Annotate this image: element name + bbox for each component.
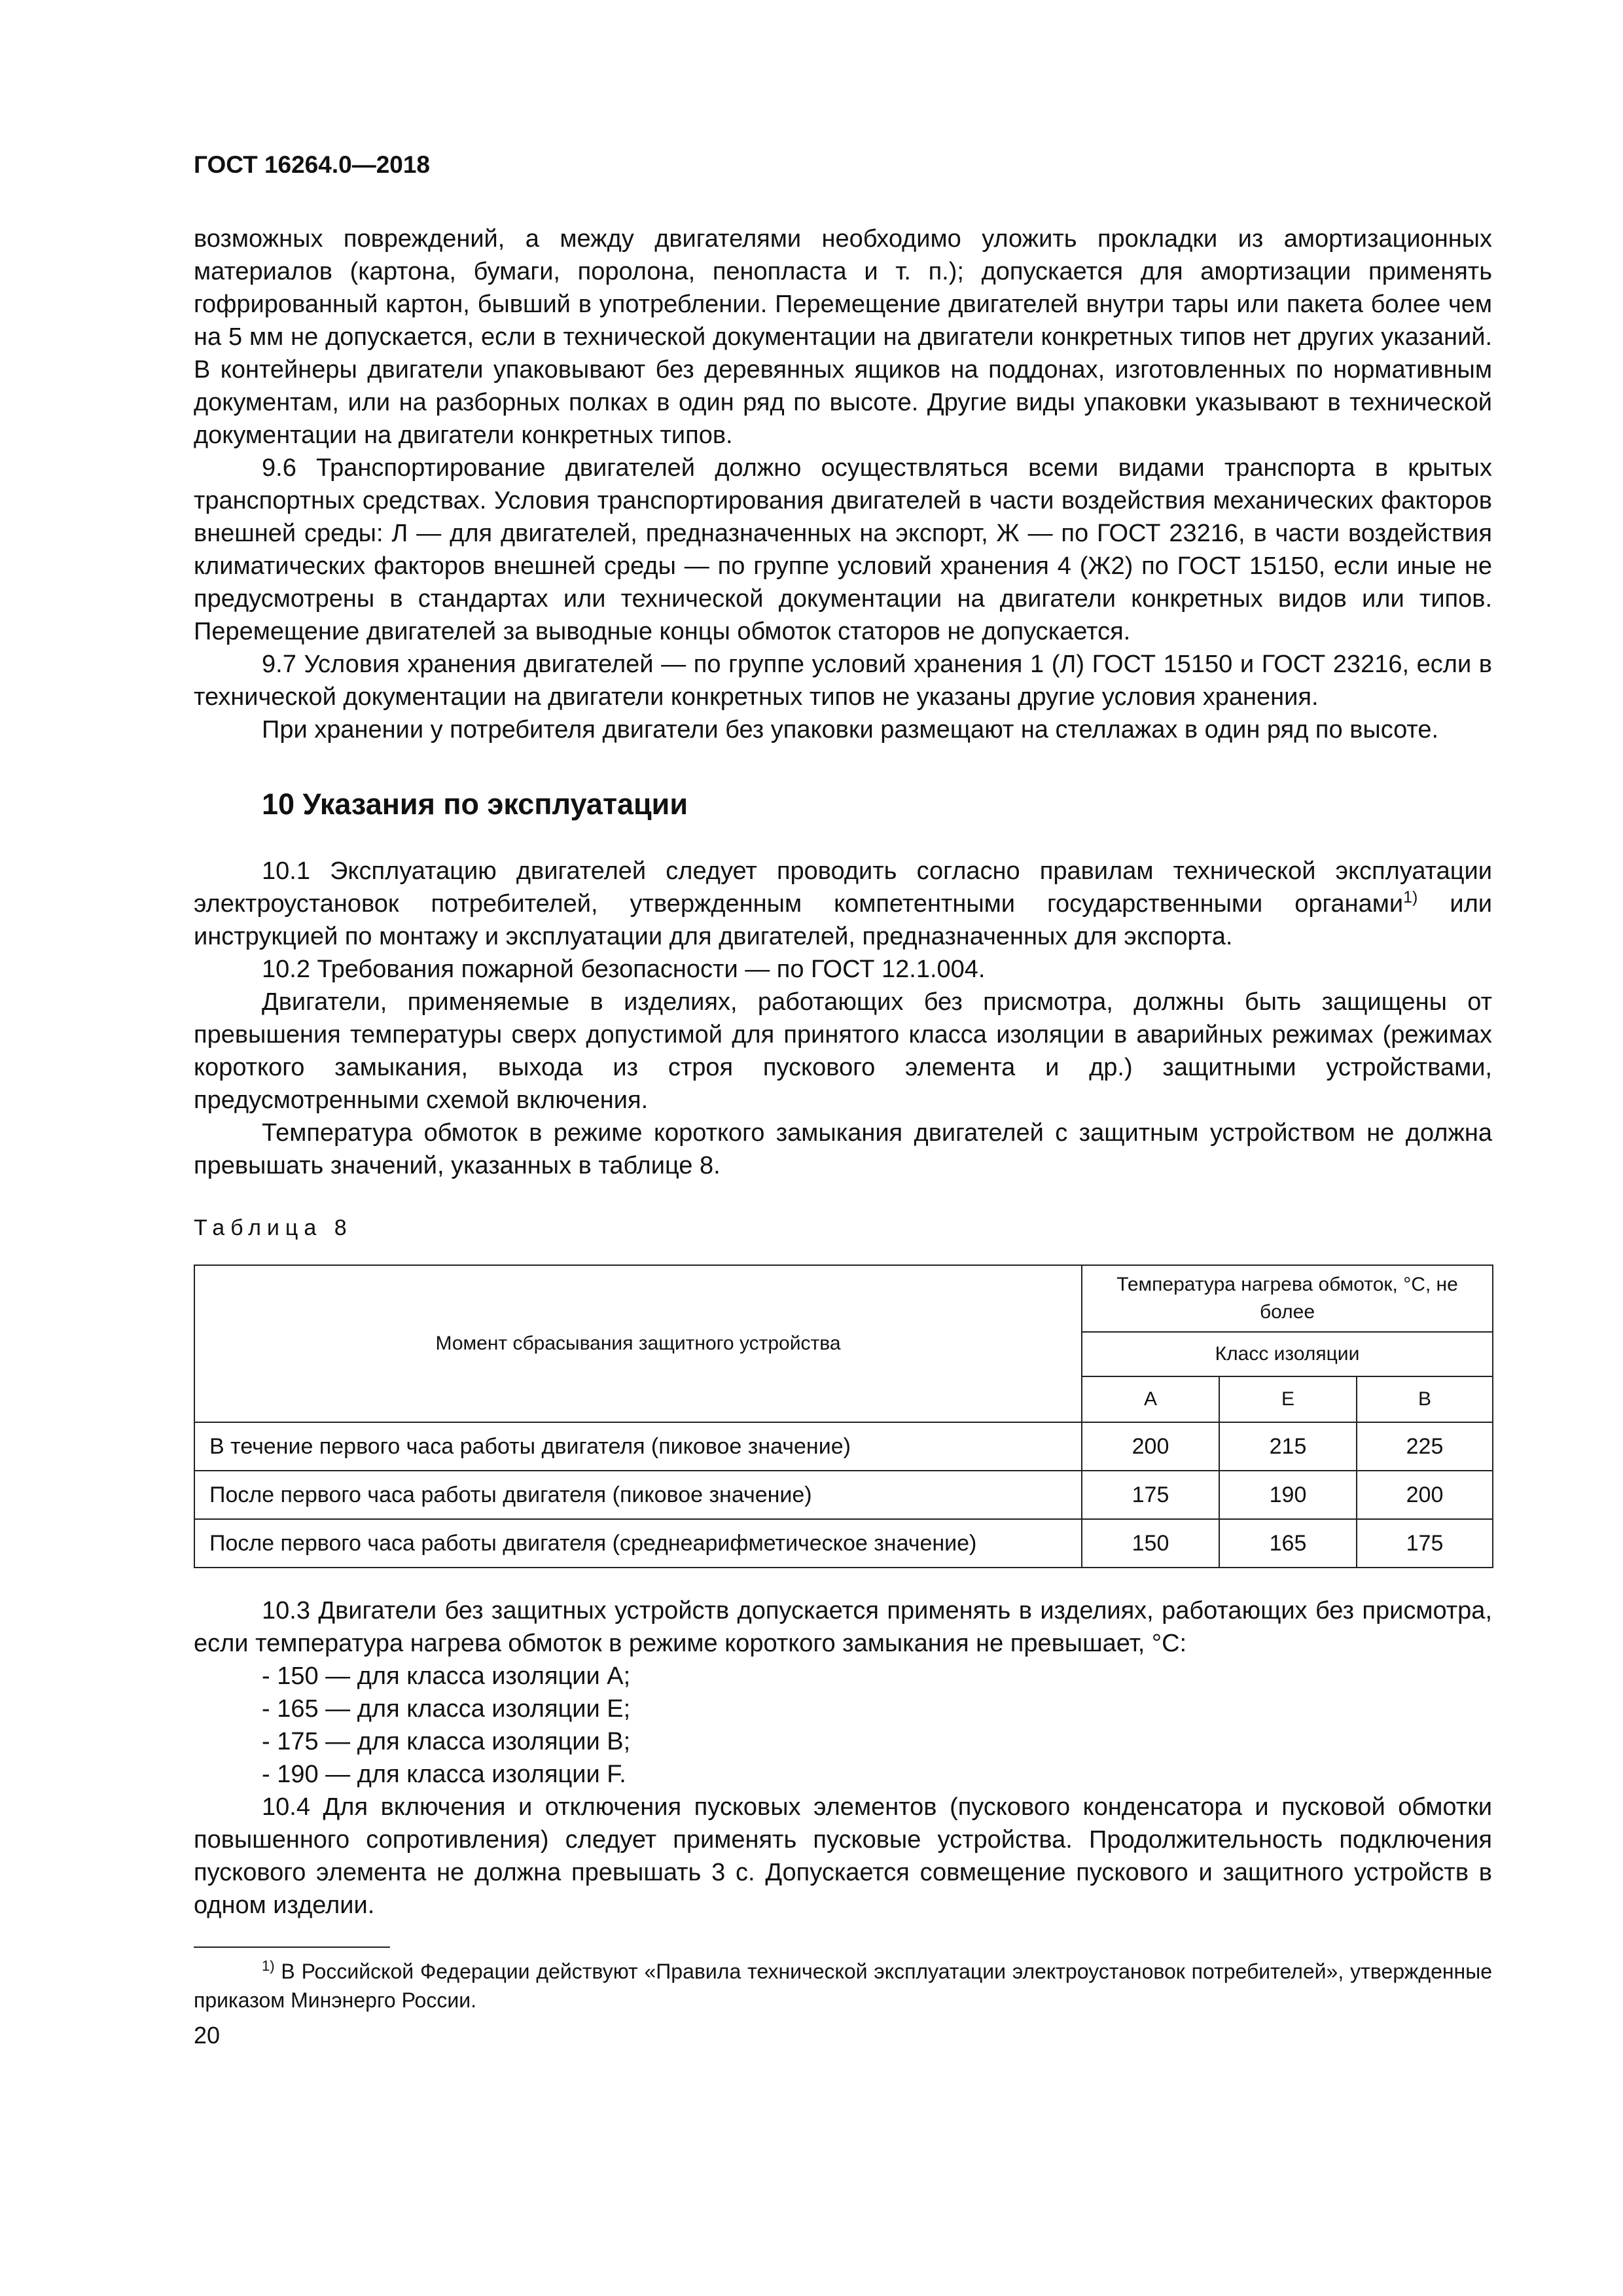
table-row (194, 1519, 1493, 1568)
footnote-reference: 1) (1403, 888, 1418, 906)
paragraph-10-2: 10.2 Требования пожарной безопасности — по ГОСТ 12.1.004. (262, 956, 986, 983)
table-8 (194, 1265, 1493, 1568)
footnote-marker: 1) (262, 1958, 275, 1974)
paragraph-9-6: 9.6 Транспортирование двигателей должно осуществляться всеми видами транспорта в крытых транспортных средствах. Условия транспортирования двигателей в части воздействия механических факторов внешней среды: Л — для двигателей, предназначенных на экспорт, Ж — по ГОСТ 23216, в части воздействия климатических факторов внешней среды — по группе условий хранения 4 (Ж2) по ГОСТ 15150, если иные не предусмотрены в стандартах или технической документации на двигатели конкретных видов или типов. Перемещение двигателей за выводные концы обмоток статоров не допускается. (194, 454, 1492, 645)
row-label: После первого часа работы двигателя (среднеарифметическое значение) (194, 1519, 1082, 1568)
paragraph-winding-temperature: Температура обмоток в режиме короткого замыкания двигателей с защитным устройством не должна превышать значений, указанных в таблице 8. (194, 1119, 1492, 1179)
cell-value: 150 (1082, 1519, 1219, 1568)
list-item: - 165 — для класса изоляции Е; (262, 1695, 631, 1723)
class-header-e: Е (1219, 1376, 1357, 1422)
list-item: - 190 — для класса изоляции F. (262, 1761, 626, 1788)
paragraph-packing-continued: возможных повреждений, а между двигателями необходимо уложить прокладки из амортизационных материалов (картона, бумаги, поролона, пенопласта и т. п.); допускается для амортизации применять гофрированный картон, бывший в употреблении. Перемещение двигателей внутри тары или пакета более чем на 5 мм не допускается, если в технической документации на двигатели конкретных типов нет других указаний. В контейнеры двигатели упаковывают без деревянных ящиков на поддонах, изготовленных по нормативным документам, или на разборных полках в один ряд по высоте. Другие виды упаковки указывают в технической документации на двигатели конкретных типов. (194, 225, 1492, 449)
footnote (194, 1957, 1492, 2015)
page-number: 20 (194, 2022, 221, 2049)
column-header-insulation-class: Класс изоляции (1082, 1332, 1493, 1376)
table-caption: Таблица 8 (194, 1215, 353, 1240)
list-item: - 150 — для класса изоляции А; (262, 1662, 631, 1690)
cell-value: 165 (1219, 1519, 1357, 1568)
list-item: - 175 — для класса изоляции В; (262, 1728, 631, 1755)
column-header-moment: Момент сбрасывания защитного устройства (194, 1265, 1082, 1422)
table-row (194, 1471, 1493, 1519)
row-label: В течение первого часа работы двигателя (пиковое значение) (194, 1422, 1082, 1471)
paragraph-10-1 (194, 855, 1492, 953)
paragraph-10-1-text: 10.1 Эксплуатацию двигателей следует проводить согласно правилам технической эксплуатации электроустановок потребителей, утвержденным компетентными государственными органами (194, 857, 1492, 918)
footnote-divider (194, 1946, 390, 1948)
paragraph-9-7: 9.7 Условия хранения двигателей — по группе условий хранения 1 (Л) ГОСТ 15150 и ГОСТ 23216, если в технической документации на двигатели конкретных типов не указаны другие условия хранения. (194, 651, 1492, 711)
paragraph-10-3: 10.3 Двигатели без защитных устройств допускается применять в изделиях, работающих без присмотра, если температура нагрева обмоток в режиме короткого замыкания не превышает, °С: (194, 1597, 1492, 1657)
column-header-temperature: Температура нагрева обмоток, °С, не более (1082, 1265, 1493, 1332)
paragraph-10-4: 10.4 Для включения и отключения пусковых элементов (пускового конденсатора и пусковой обмотки повышенного сопротивления) следует применять пусковые устройства. Продолжительность подключения пускового элемента не должна превышать 3 с. Допускается совмещение пускового и защитного устройств в одном изделии. (194, 1793, 1492, 1919)
cell-value: 200 (1357, 1471, 1493, 1519)
class-header-b: В (1357, 1376, 1493, 1422)
footnote-text: В Российской Федерации действуют «Правила технической эксплуатации электроустановок потребителей», утвержденные приказом Минэнерго России. (194, 1960, 1492, 2012)
paragraph-protection: Двигатели, применяемые в изделиях, работающих без присмотра, должны быть защищены от превышения температуры сверх допустимой для принятого класса изоляции в аварийных режимах (режимах короткого замыкания, выхода из строя пускового элемента и др.) защитными устройствами, предусмотренными схемой включения. (194, 988, 1492, 1114)
document-header: ГОСТ 16264.0—2018 (194, 151, 431, 178)
cell-value: 215 (1219, 1422, 1357, 1471)
paragraph-10-1-text-end: или инструкцией по монтажу и эксплуатации для двигателей, предназначенных для экспорта. (194, 890, 1493, 950)
cell-value: 175 (1357, 1519, 1493, 1568)
class-header-a: А (1082, 1376, 1219, 1422)
cell-value: 225 (1357, 1422, 1493, 1471)
document-page (194, 151, 1492, 2050)
paragraph-storage-consumer: При хранении у потребителя двигатели без упаковки размещают на стеллажах в один ряд по высоте. (262, 716, 1439, 744)
table-row (194, 1422, 1493, 1471)
row-label: После первого часа работы двигателя (пиковое значение) (194, 1471, 1082, 1519)
cell-value: 200 (1082, 1422, 1219, 1471)
cell-value: 190 (1219, 1471, 1357, 1519)
cell-value: 175 (1082, 1471, 1219, 1519)
section-title: 10 Указания по эксплуатации (262, 787, 688, 821)
